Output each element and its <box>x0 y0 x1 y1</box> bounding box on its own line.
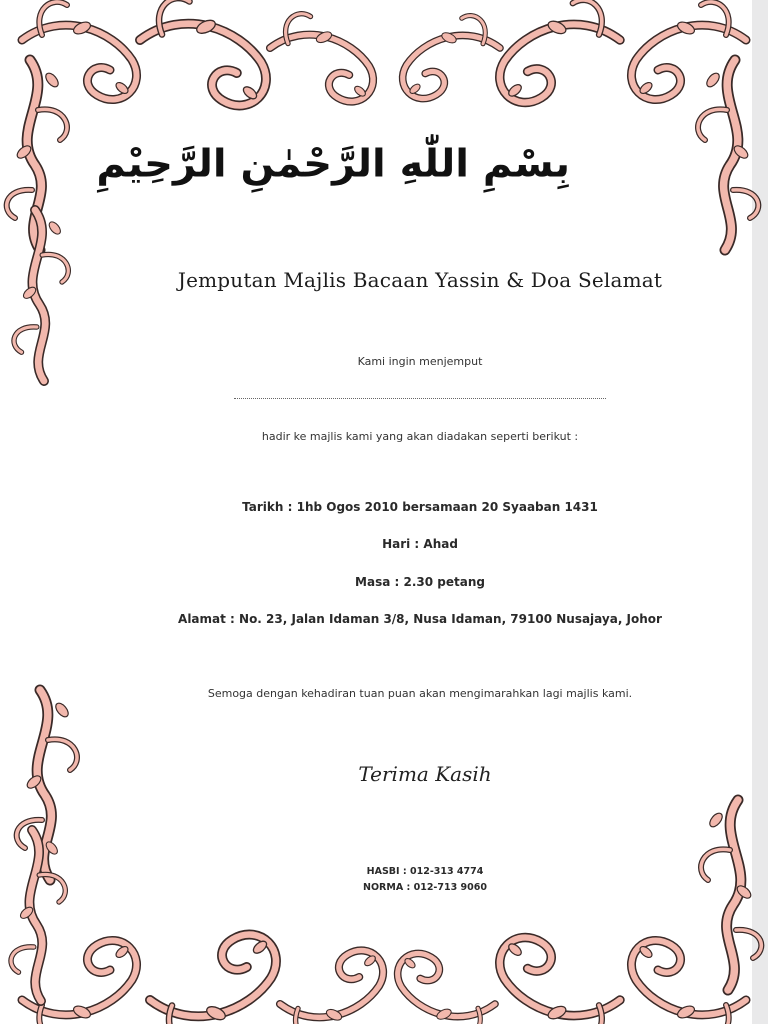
closing-line: Semoga dengan kehadiran tuan puan akan mengimarahkan lagi majlis kami. <box>207 687 633 700</box>
thank-you-text: Terima Kasih <box>358 762 492 786</box>
event-date: Tarikh : 1hb Ogos 2010 bersamaan 20 Syaaban 1431 <box>242 500 598 514</box>
attend-line: hadir ke majlis kami yang akan diadakan seperti berikut : <box>261 430 579 443</box>
invitation-title: Jemputan Majlis Bacaan Yassin & Doa Selamat <box>177 268 663 292</box>
contact-hasbi: HASBI : 012-313 4774 <box>366 866 484 877</box>
invite-line: Kami ingin menjemput <box>357 355 483 368</box>
bismillah-calligraphy: بِسْمِ اللّٰهِ الرَّحْمٰنِ الرَّحِيْمِ <box>96 142 570 186</box>
guest-name-blank-line <box>234 398 606 399</box>
event-time: Masa : 2.30 petang <box>355 575 485 589</box>
event-day: Hari : Ahad <box>382 537 458 551</box>
contact-norma: NORMA : 012-713 9060 <box>363 882 487 893</box>
event-address: Alamat : No. 23, Jalan Idaman 3/8, Nusa Idaman, 79100 Nusajaya, Johor <box>178 612 662 626</box>
